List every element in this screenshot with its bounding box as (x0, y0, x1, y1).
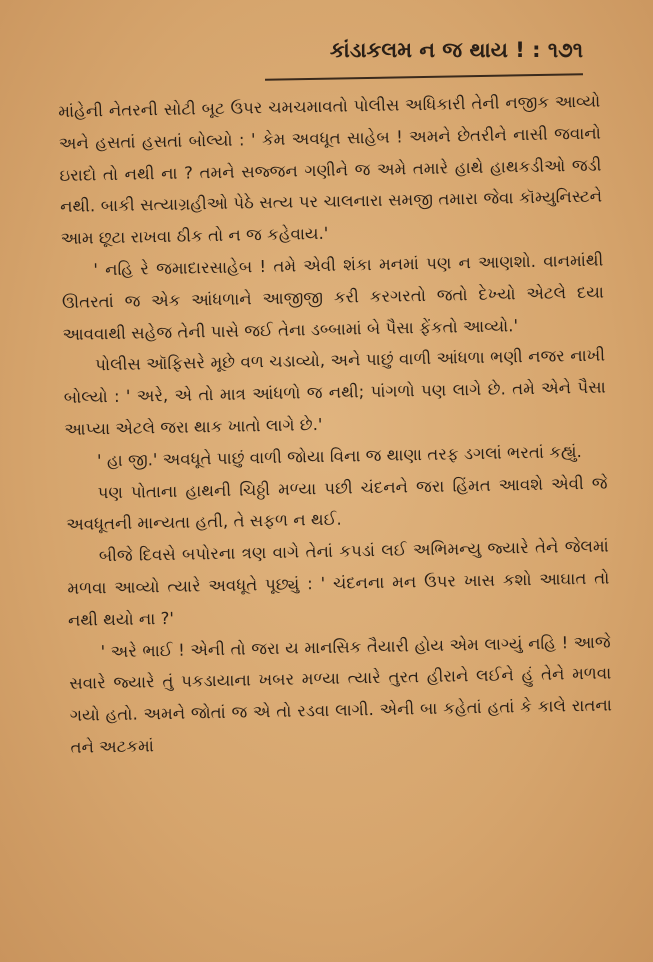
paragraph-7: ' અરે ભાઈ ! એની તો જરા ય માનસિક તૈયારી હોય એમ લાગ્યું નહિ ! આજે સવારે જ્યારે તું પકડાયાના ખબર મળ્યા ત્યારે તુરત હીરાને લઈને હું તેને મળવા ગયો હતો. અમને જોતાં જ એ તો રડવા લાગી. એની બા કહેતાં હતાં કે કાલે રાતના તને અટકમાં (69, 632, 612, 757)
paragraph-6: બીજે દિવસે બપોરના ત્રણ વાગે તેનાં કપડાં લઈ અભિમન્યુ જ્યારે તેને જેલમાં મળવા આવ્યો ત્યારે અવધૂતે પૂછ્યું : ' ચંદનના મન ઉપર ખાસ કશો આઘાત તો નથી થયો ના ?' (67, 536, 610, 630)
running-header: કાંડાકલમ ન જ થાય ! : ૧૭૧ (329, 38, 583, 62)
page-body (58, 86, 613, 764)
paragraph-4: ' હા જી.' અવધૂતે પાછું વાળી જોયા વિના જ થાણા તરફ ડગલાં ભરતાં કહ્યું. (96, 441, 583, 471)
paragraph-1: માંહેની નેતરની સોટી બૂટ ઉપર ચમચમાવતો પોલીસ અધિકારી તેની નજીક આવ્યો અને હસતાં હસતાં બોલ્યો : ' કેમ અવધૂત સાહેબ ! અમને છેતરીને નાસી જવાનો ઇરાદો તો નથી ના ? તમને સજ્જન ગણીને જ અમે તમારે હાથે હાથકડીઓ જડી નથી. બાકી સત્યાગ્રહીઓ પેઠે સત્ય પર ચાલનારા સમજી તમારા જેવા કૉમ્યુનિસ્ટને આમ છૂટા રાખવા ઠીક તો ન જ કહેવાય.' (58, 91, 603, 249)
paragraph-3: પોલીસ ઑફિસરે મૂછે વળ ચડાવ્યો, અને પાછું વાળી આંધળા ભણી નજર નાખી બોલ્યો : ' અરે, એ તો માત્ર આંધળો જ નથી; પાંગળો પણ લાગે છે. તમે એને પૈસા આપ્યા એટલે જરા થાક ખાતો લાગે છે.' (63, 345, 606, 439)
paragraph-2: ' નહિ રે જમાદારસાહેબ ! તમે એવી શંકા મનમાં પણ ન આણશો. વાનમાંથી ઊતરતાં જ એક આંધળાને આજીજી કરી કરગરતો જતો દેખ્યો એટલે દયા આવવાથી સહેજ તેની પાસે જઈ તેના ડબ્બામાં બે પૈસા ફેંકતો આવ્યો.' (61, 250, 605, 344)
paragraph-5: પણ પોતાના હાથની ચિઠ્ઠી મળ્યા પછી ચંદનને જરા હિંમત આવશે એવી જે અવધૂતની માન્યતા હતી, તે સફળ ન થઈ. (66, 473, 608, 535)
header-underline (265, 73, 583, 81)
